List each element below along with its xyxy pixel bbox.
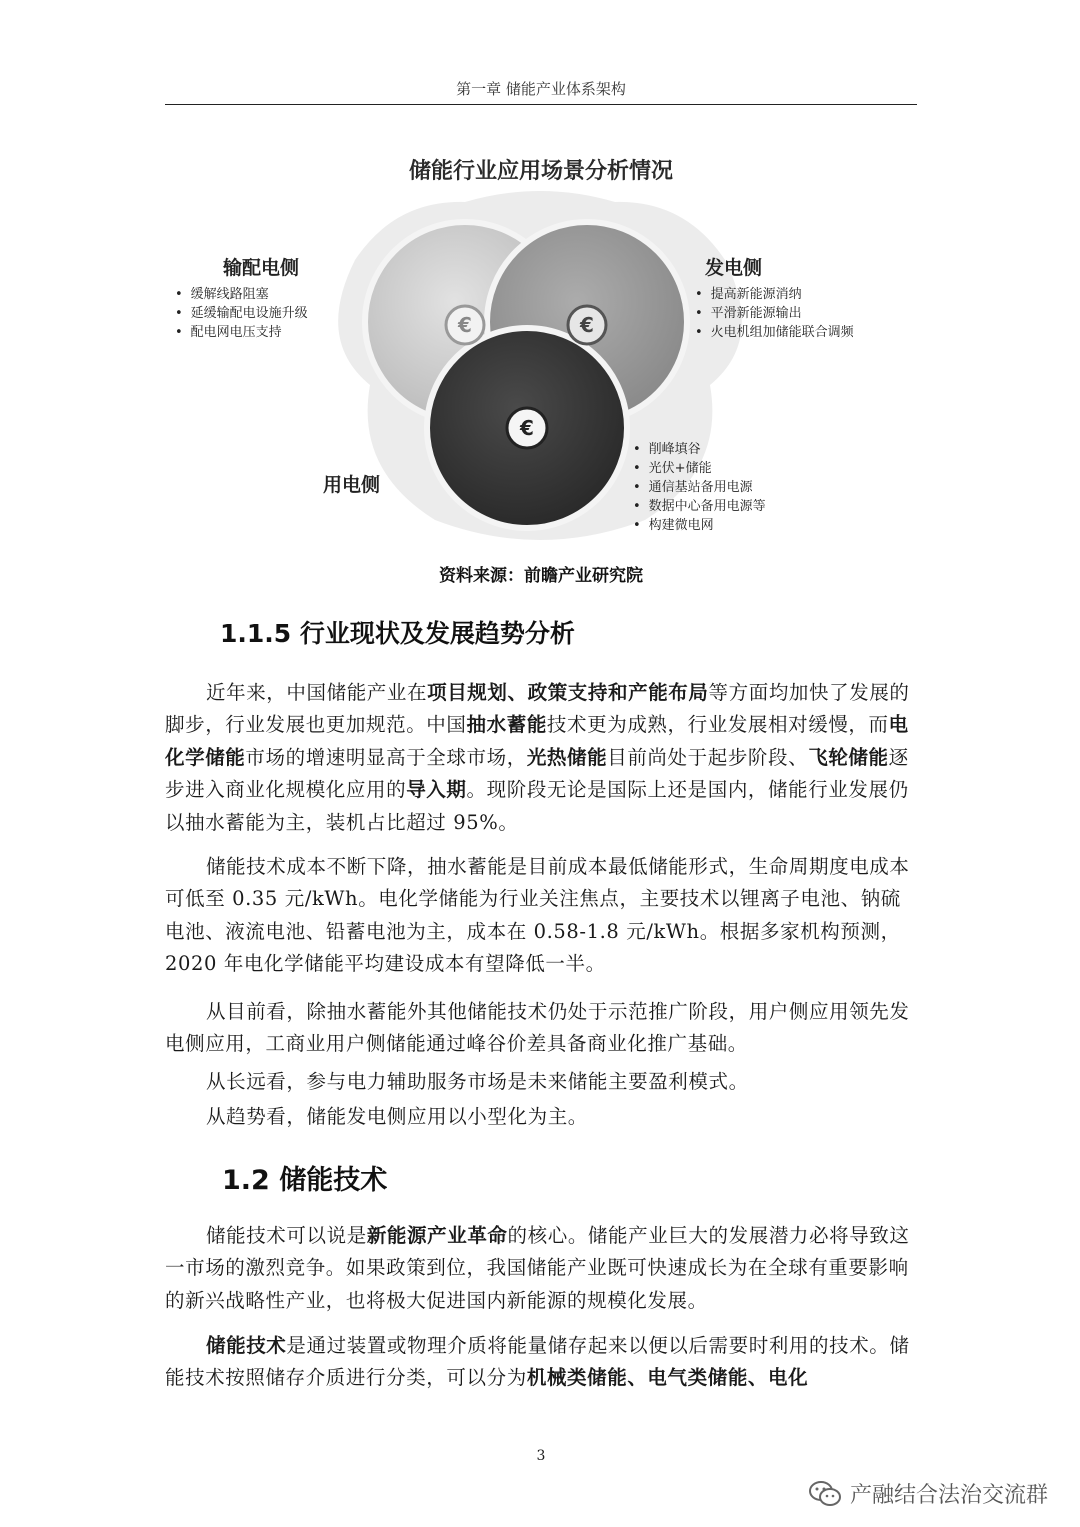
header-rule [165,104,917,105]
list-item: • 光伏+储能 [633,459,766,478]
venn-diagram [165,140,917,560]
list-item: • 火电机组加储能联合调频 [695,323,854,342]
watermark-text: 产融结合法治交流群 [849,1483,1048,1508]
paragraph: 储能技术成本不断下降，抽水蓄能是目前成本最低储能形式，生命周期度电成本可低至 0.35 元/kWh。电化学储能为行业关注焦点，主要技术以锂离子电池、钠硫电池、液流电池、铅蓄电池为主，成本在 0.58-1.8 元/kWh。根据多家机构预测，2020 年电化学储能平均建设成本有望降低一半。 [165,855,910,976]
section-heading-1-2: 1.2 储能技术 [222,1165,388,1196]
svg-text:€: € [580,313,594,337]
consumption-side-title: 用电侧 [323,474,381,496]
generation-side-list [695,285,854,342]
paragraph: 储能技术可以说是新能源产业革命的核心。储能产业巨大的发展潜力必将导致这一市场的激烈竞争。如果政策到位，我国储能产业既可快速成长为在全球有重要影响的新兴战略性产业，也将极大促进国内新能源的规模化发展。 [165,1224,910,1312]
paragraph: 近年来，中国储能产业在项目规划、政策支持和产能布局等方面均加快了发展的脚步，行业发展也更加规范。中国抽水蓄能技术更为成熟，行业发展相对缓慢，而电化学储能市场的增速明显高于全球市场，光热储能目前尚处于起步阶段、飞轮储能逐步进入商业化规模化应用的导入期。现阶段无论是国际上还是国内，储能行业发展仍以抽水蓄能为主，装机占比超过 95%。 [165,681,910,834]
svg-text:€: € [458,313,472,337]
svg-text:€: € [520,416,534,440]
consumption-side-list [633,440,766,535]
venn-figure [165,140,917,560]
list-item: • 削峰填谷 [633,440,766,459]
list-item: • 数据中心备用电源等 [633,497,766,516]
page-number: 3 [536,1448,546,1464]
wechat-icon [808,1480,842,1508]
qianzhan-logo-icon [507,408,547,448]
paragraph: 从趋势看，储能发电侧应用以小型化为主。 [206,1105,588,1128]
transmission-side-title: 输配电侧 [223,257,300,279]
watermark [808,1478,1048,1509]
generation-side-title: 发电侧 [705,257,763,279]
list-item: • 构建微电网 [633,516,766,535]
qianzhan-logo-icon [568,306,606,344]
list-item: • 缓解线路阻塞 [175,285,308,304]
list-item: • 提高新能源消纳 [695,285,854,304]
paragraph: 储能技术是通过装置或物理介质将能量储存起来以便以后需要时利用的技术。储能技术按照储存介质进行分类，可以分为机械类储能、电气类储能、电化 [165,1334,910,1390]
running-header: 第一章 储能产业体系架构 [456,80,626,98]
section-heading-1-1-5: 1.1.5 行业现状及发展趋势分析 [220,619,575,648]
qianzhan-logo-icon [446,306,484,344]
figure-caption: 资料来源：前瞻产业研究院 [439,566,643,586]
figure-title: 储能行业应用场景分析情况 [408,159,673,184]
paragraph: 从目前看，除抽水蓄能外其他储能技术仍处于示范推广阶段，用户侧应用领先发电侧应用，工商业用户侧储能通过峰谷价差具备商业化推广基础。 [165,1000,910,1056]
list-item: • 通信基站备用电源 [633,478,766,497]
list-item: • 延缓输配电设施升级 [175,304,308,323]
list-item: • 配电网电压支持 [175,323,308,342]
transmission-side-list [175,285,308,342]
paragraph: 从长远看，参与电力辅助服务市场是未来储能主要盈利模式。 [206,1070,749,1093]
list-item: • 平滑新能源输出 [695,304,854,323]
